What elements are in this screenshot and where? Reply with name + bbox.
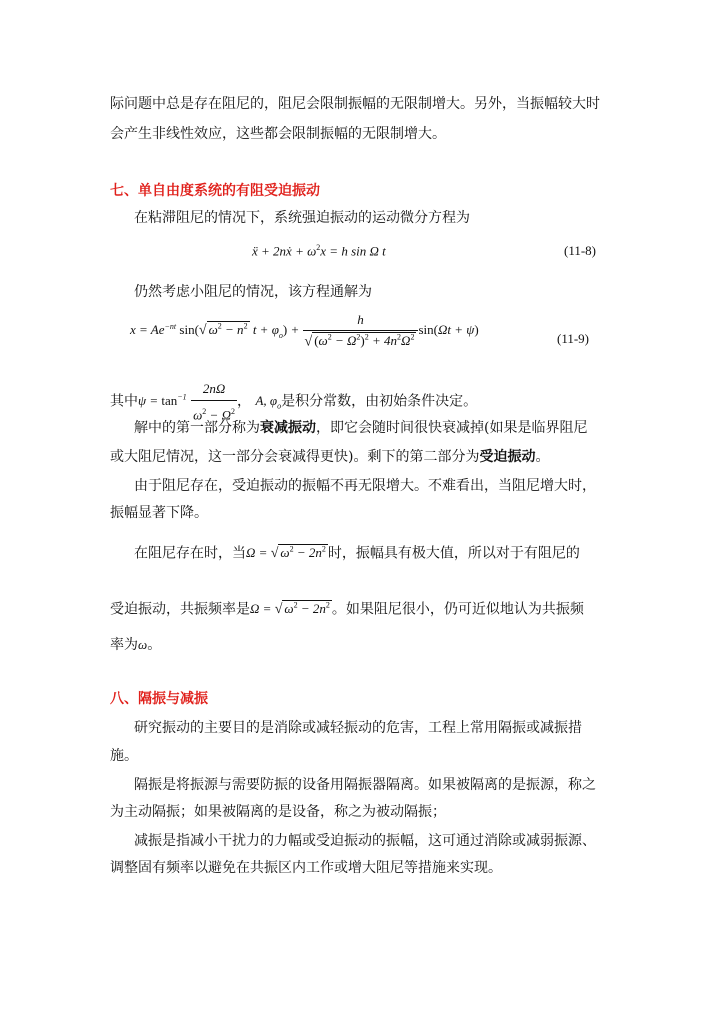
- section8-p3-line2: 调整固有频率以避免在共振区内工作或增大阻尼等措施来实现。: [110, 860, 502, 876]
- where-prefix: 其中: [110, 393, 138, 410]
- para1-line1: 际问题中总是存在阻尼的，阻尼会限制振幅的无限制增大。另外，当振幅较大时: [110, 96, 600, 112]
- where-suffix: ，: [236, 393, 251, 410]
- section8-p2-line1: 隔振是将振源与需要防振的设备用隔振器隔离。如果被隔离的是振源，称之: [134, 777, 596, 793]
- section8-p1-line1: 研究振动的主要目的是消除或减轻振动的危害，工程上常用隔振或减振措: [134, 720, 582, 736]
- decay-paragraph-line1: [134, 419, 587, 437]
- section7-intro: 在粘滞阻尼的情况下，系统强迫振动的运动微分方程为: [134, 210, 470, 226]
- decay-text-d: 。: [535, 449, 550, 465]
- resonance-text-b: 。如果阻尼很小，仍可近似地认为共振频: [331, 601, 584, 618]
- section8-p2-line2: 为主动隔振；如果被隔离的是设备，称之为被动隔振；: [110, 804, 446, 820]
- forced-term: 受迫振动: [479, 449, 536, 465]
- amplitude-line1: 由于阻尼存在，受迫振动的振幅不再无限增大。不难看出，当阻尼增大时，: [134, 478, 596, 494]
- resonance-text-c: 率为: [110, 637, 138, 653]
- equation-11-8: ẍ + 2nẋ + $\omega^2x = h$ sin Ω t: [252, 243, 386, 259]
- section8-heading: 八、隔振与减振: [110, 691, 208, 707]
- decay-paragraph-line2: [110, 448, 549, 466]
- amplitude-line2: 振幅显著下降。: [110, 505, 208, 521]
- max-amplitude-line: 在阻尼存在时，当Ω = √ $\omega^2 - 2n^2$ 时，振幅具有极大值，所以对于有阻尼的: [134, 545, 580, 562]
- equation-11-9-number: (11-9): [557, 331, 590, 346]
- section7-heading: 七、单自由度系统的有阻受迫振动: [110, 183, 320, 199]
- resonance-line2: 率为ω。: [110, 637, 162, 653]
- equation-11-9: $x = Ae^{-nt}$ sin(√ $\omega^2 - n^2$ $t + \varphi_o$) + $\frac{h}{√ (\omega^2 - \Omega^2)^2 + 4n^2\Omega^2}$ sin(Ωt + ψ): [130, 312, 479, 350]
- max-text-b: 时，振幅具有极大值，所以对于有阻尼的: [327, 545, 580, 562]
- resonance-text-a: 受迫振动，共振频率是: [110, 601, 250, 618]
- decay-term: 衰减振动: [260, 420, 316, 436]
- section8-p1-line2: 施。: [110, 748, 138, 764]
- decay-text-c: 或大阻尼情况，这一部分会衰减得更快)。剩下的第二部分为: [110, 449, 480, 465]
- para1-line2: 会产生非线性效应，这些都会限制振幅的无限制增大。: [110, 126, 446, 142]
- decay-text-b: ，即它会随时间很快衰减掉(如果是临界阻尼: [316, 420, 588, 436]
- decay-text-a: 解中的第一部分称为: [134, 420, 260, 436]
- small-damping-text: 仍然考虑小阻尼的情况，该方程通解为: [134, 284, 372, 300]
- resonance-line1: 受迫振动，共振频率是Ω = √ $\omega^2 - 2n^2$ 。如果阻尼很小，仍可近似地认为共振频: [110, 601, 584, 618]
- equation-11-8-number: (11-8): [564, 243, 597, 258]
- section8-p3-line1: 减振是指减小干扰力的力幅或受迫振动的振幅，这可通过消除或减弱振源、: [134, 833, 596, 849]
- max-text-a: 在阻尼存在时，当: [134, 545, 246, 562]
- where-line: 其中$\psi = \tan^{-1}$ $\frac{2n\Omega}{\omega^2 - \Omega^2}$ ， A, $\varphi_o$是积分常数，由初始条件决定。: [110, 381, 478, 423]
- resonance-text-d: 。: [147, 637, 162, 653]
- constants-text: 是积分常数，由初始条件决定。: [281, 393, 478, 410]
